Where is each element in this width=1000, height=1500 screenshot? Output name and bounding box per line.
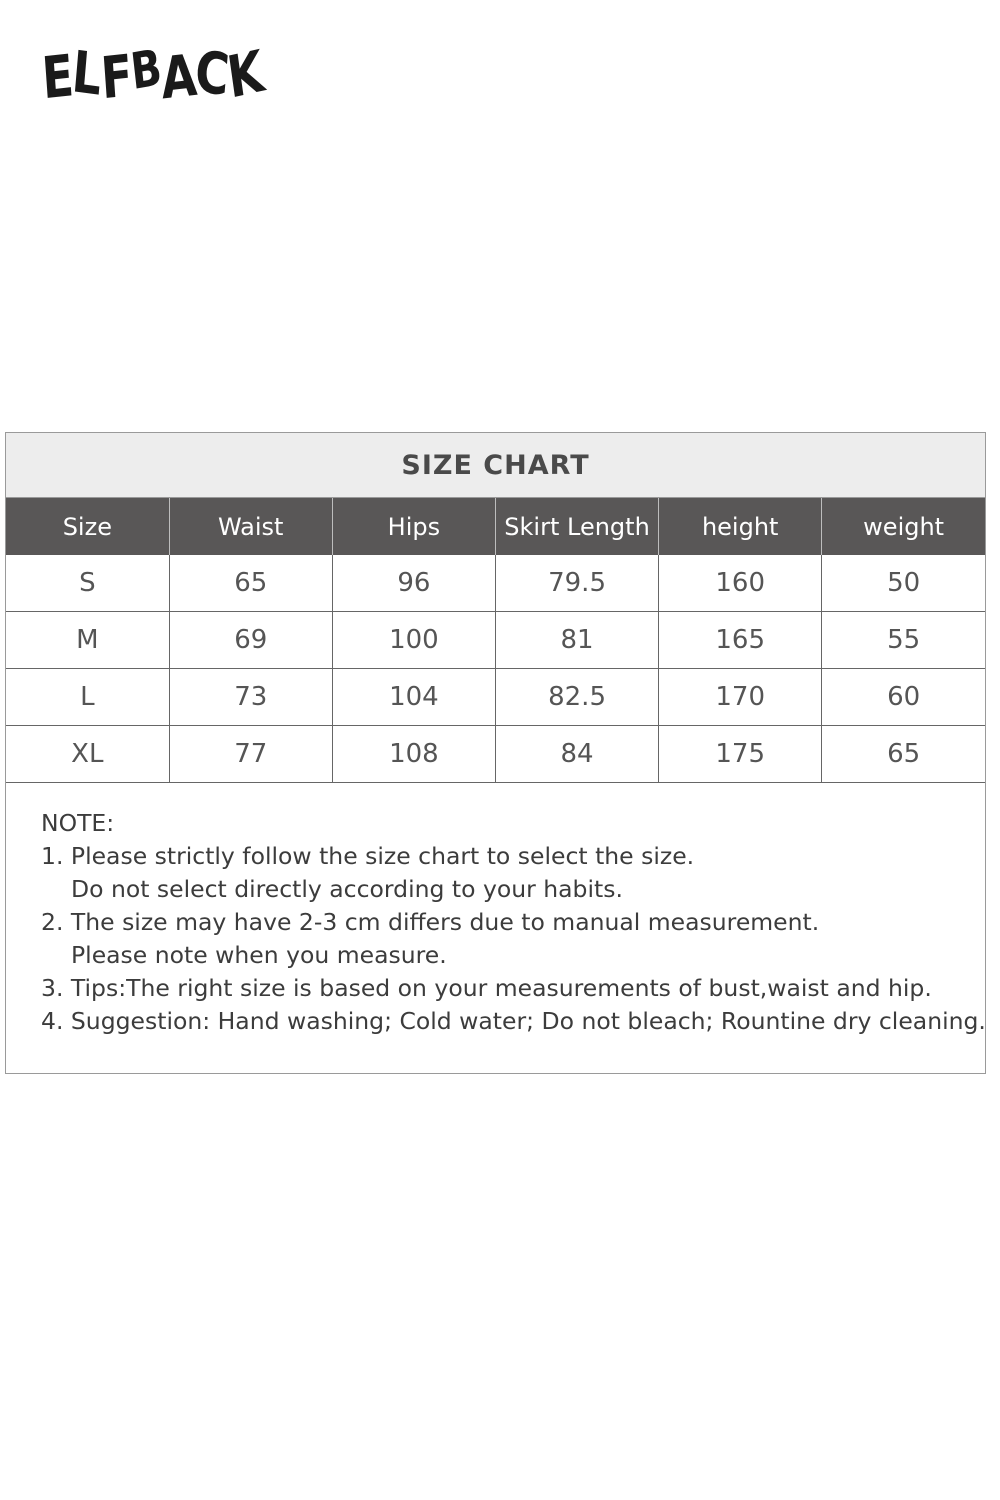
note-line: Do not select directly according to your habits. — [71, 875, 623, 903]
table-cell: S — [6, 555, 169, 612]
table-cell: 108 — [332, 726, 495, 783]
table-cell: 160 — [659, 555, 822, 612]
table-cell: 73 — [169, 669, 332, 726]
table-row — [6, 555, 985, 612]
size-table — [6, 498, 985, 783]
note-line: 1. Please strictly follow the size chart to select the size. — [41, 842, 695, 870]
table-cell: M — [6, 612, 169, 669]
table-cell: 100 — [332, 612, 495, 669]
table-row — [6, 669, 985, 726]
brand-logo — [39, 37, 267, 113]
table-cell: 170 — [659, 669, 822, 726]
note-line: 4. Suggestion: Hand washing; Cold water; Do not bleach; Rountine dry cleaning. — [41, 1007, 986, 1035]
table-cell: 50 — [822, 555, 985, 612]
note-line: 3. Tips:The right size is based on your measurements of bust,waist and hip. — [41, 974, 932, 1002]
table-cell: 69 — [169, 612, 332, 669]
column-header-height: height — [659, 498, 822, 555]
table-cell: 60 — [822, 669, 985, 726]
column-header-skirt-length: Skirt Length — [495, 498, 658, 555]
logo-letter: B — [128, 39, 164, 102]
table-cell: 65 — [822, 726, 985, 783]
table-row — [6, 726, 985, 783]
logo-letter: C — [192, 37, 232, 109]
table-cell: 82.5 — [495, 669, 658, 726]
table-cell: 104 — [332, 669, 495, 726]
size-chart — [5, 432, 986, 1074]
table-cell: 65 — [169, 555, 332, 612]
table-cell: 77 — [169, 726, 332, 783]
column-header-weight: weight — [822, 498, 985, 555]
table-row — [6, 612, 985, 669]
logo-letter: E — [39, 41, 75, 113]
notes-section — [6, 783, 985, 1073]
column-header-size: Size — [6, 498, 169, 555]
table-cell: 165 — [659, 612, 822, 669]
table-cell: 79.5 — [495, 555, 658, 612]
table-cell: 81 — [495, 612, 658, 669]
logo-letter: F — [98, 41, 134, 113]
logo-letter: L — [70, 37, 104, 109]
table-cell: 96 — [332, 555, 495, 612]
note-line: 2. The size may have 2-3 cm differs due to manual measurement. — [41, 908, 820, 936]
notes-heading: NOTE: — [41, 809, 115, 837]
table-cell: XL — [6, 726, 169, 783]
logo-letter: K — [223, 37, 267, 112]
size-chart-title: SIZE CHART — [6, 433, 985, 498]
column-header-waist: Waist — [169, 498, 332, 555]
table-cell: 175 — [659, 726, 822, 783]
logo-letter: A — [158, 41, 198, 113]
table-cell: 55 — [822, 612, 985, 669]
table-cell: L — [6, 669, 169, 726]
table-header-row — [6, 498, 985, 555]
note-line: Please note when you measure. — [71, 941, 447, 969]
column-header-hips: Hips — [332, 498, 495, 555]
table-cell: 84 — [495, 726, 658, 783]
